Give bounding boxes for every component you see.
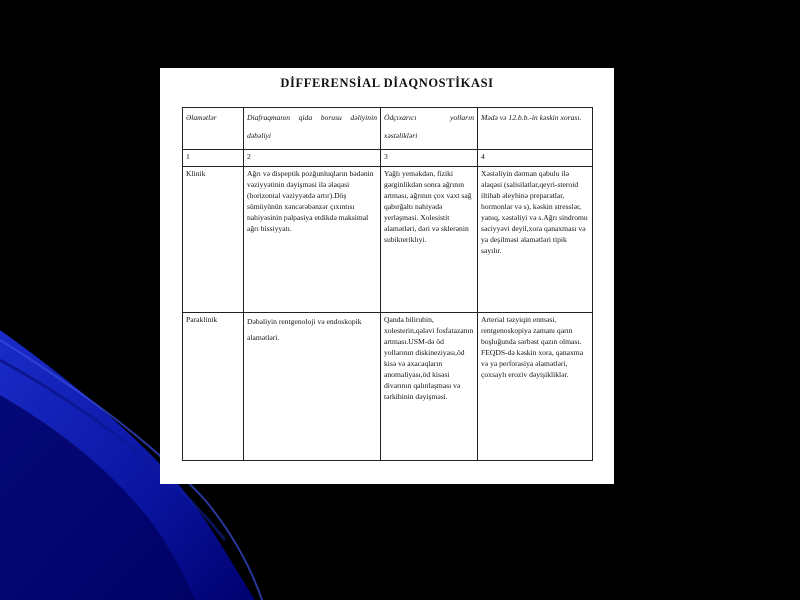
number-cell: 1 [183,150,244,167]
header-cell: Mədə və 12.b.b.-in kəskin xorası. [478,108,593,150]
header-cell: Ödçıxarıcı yolların xəstəlikləri [381,108,478,150]
table-row [183,167,593,313]
header-cell: Diafraqmanın qida borusu dəliyinin dəbəliyi [244,108,381,150]
number-cell: 4 [478,150,593,167]
number-cell: 2 [244,150,381,167]
table-cell: Yağlı yeməkdən, fiziki gərginlikdən sonra ağrının artması, ağrının çox vaxt sağ qabırğaltı nahiyədə yerləşməsi. Xolesistit əlamətləri, dəri və sklerənin subiktеriklıyi. [381,167,478,313]
table-cell: Ağrı və dispeptik pozğunluqların bədənin vəziyyətinin dəyişməsi ilə əlaqəsi (horizontal vəziyyətdə artır).Döş sümüyünün xəncərəbənzər çıxıntısı nahiyəsinin palpasiya etdikdə maksimal ağrı hissiyyatı. [244,167,381,313]
table-cell: Arterial təzyiqin enməsi, rentgenoskopiya zamanı qarın boşluğunda sərbəst qazın olması. FEQDS-də kəskin xora, qanaxma və ya perforasiya əlamətləri, çoxsaylı eroziv dəyişikliklər. [478,313,593,461]
table-cell: Xəstəliyin dərman qəbulu ilə əlaqəsi (salisilatlar,qeyri-steroid iltihab əleyhinə preparatlar, hormonlar və s), kəskin stresslər, yanıq, xəstəliyi və s.Ağrı sindromu səciyyəvi deyil,xora qanaxması və ya deşilməsi əlamətləri tipik sayılır. [478,167,593,313]
document-page [160,68,614,484]
row-label: Paraklinik [183,313,244,461]
header-cell: Əlamətlər [183,108,244,150]
table-cell: Qanda bilirubin, xolesterin,qələvi fosfatazanın artması.USM-də öd yollarının diskineziyası,öd kisə və axacaqların anomaliyası,öd kisəsi divarının qalınlaşması və tərkibinin dəyişməsi. [381,313,478,461]
diagnostics-table [182,107,593,461]
document-title: DİFFERENSİAL DİAQNOSTİKASI [280,76,494,90]
table-cell: Dəbəliyin rentgenoloji və endoskopik əlamətləri. [244,313,381,461]
table-row [183,313,593,461]
row-label: Klinik [183,167,244,313]
number-row [183,150,593,167]
number-cell: 3 [381,150,478,167]
header-row [183,108,593,150]
